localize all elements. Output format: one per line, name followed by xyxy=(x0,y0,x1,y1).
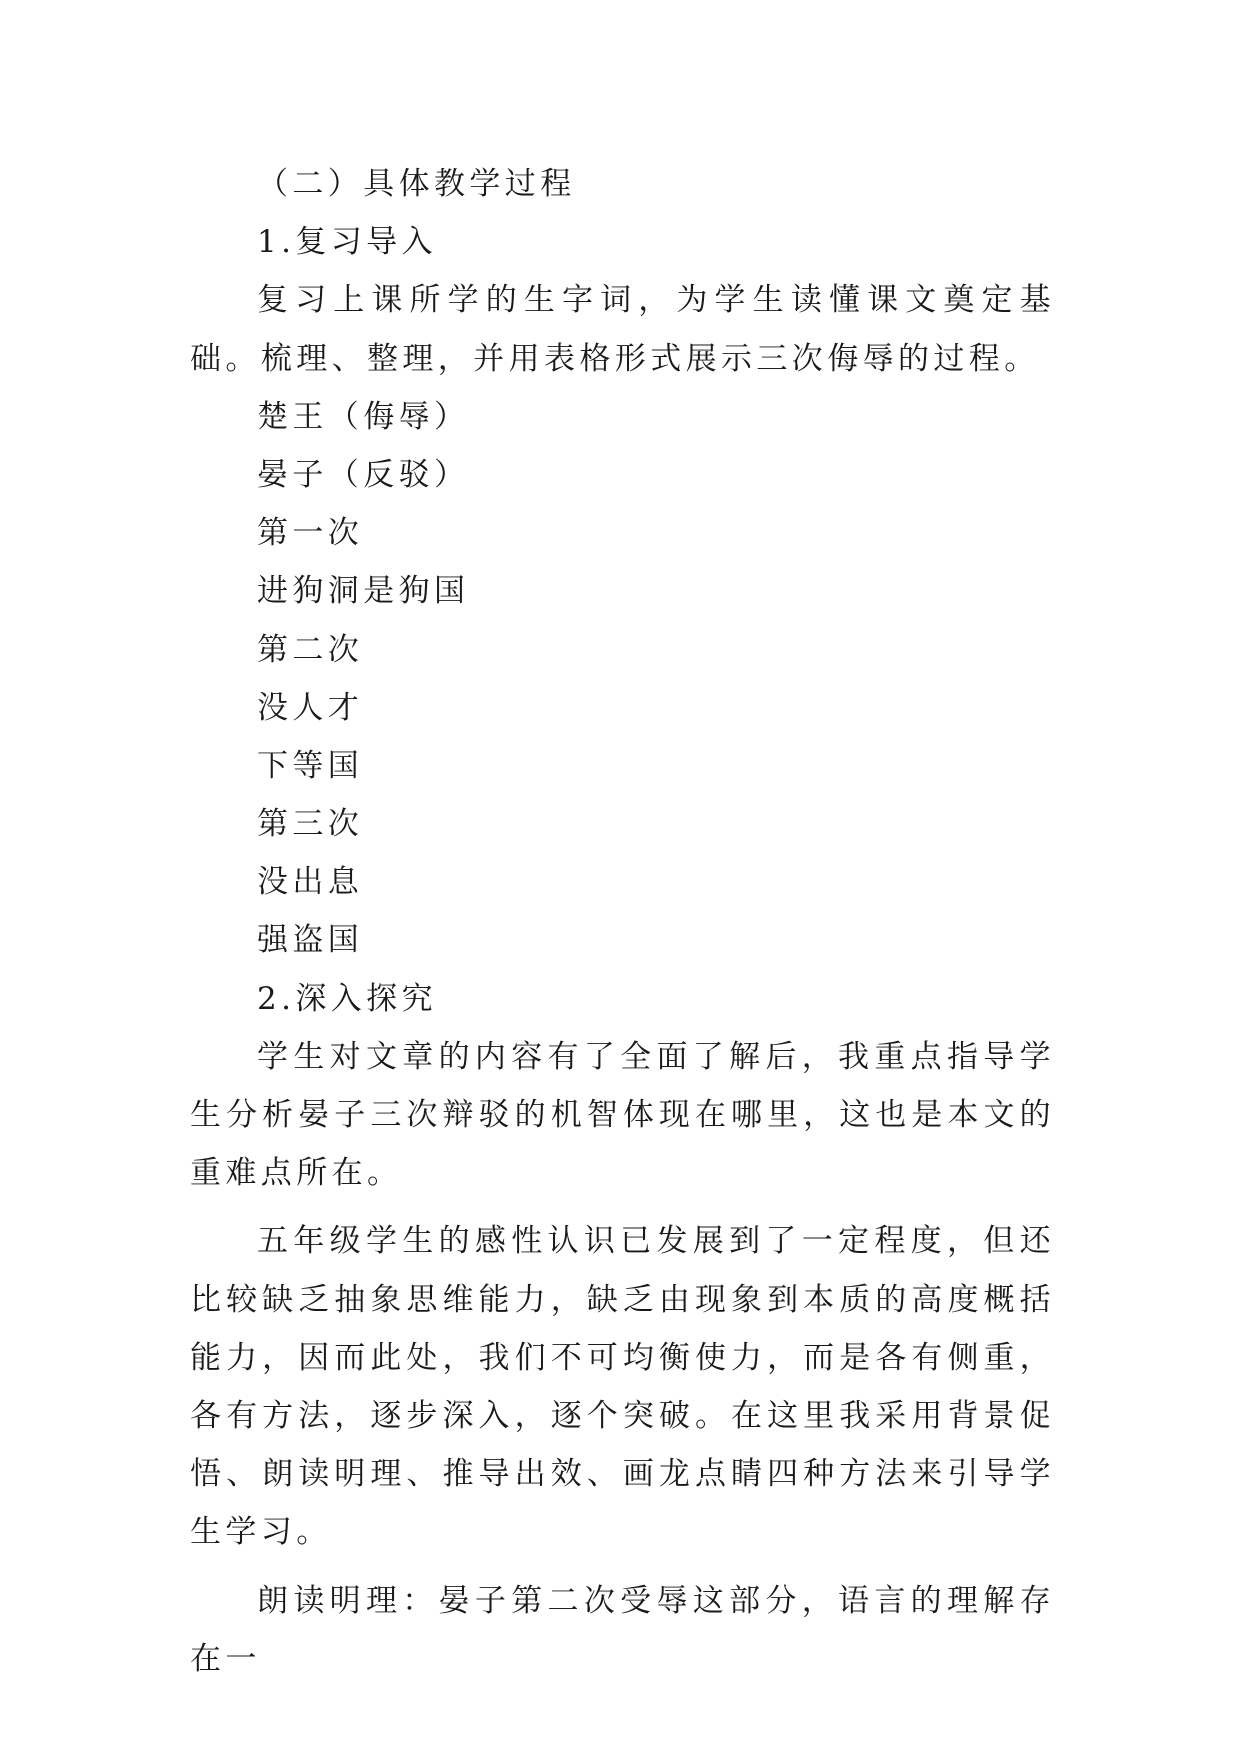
table-line-first: 第一次 xyxy=(257,515,364,552)
step1-heading: 1.复习导入 xyxy=(257,224,437,261)
paragraph-gap xyxy=(190,1202,1055,1212)
paragraph-gap xyxy=(190,1562,1055,1572)
table-line-yan-zi: 晏子（反驳） xyxy=(257,456,470,493)
document-page xyxy=(190,155,1055,1688)
step1-paragraph: 复习上课所学的生字词，为学生读懂课文奠定基础。梳理、整理，并用表格形式展示三次侮辱的过程。 xyxy=(190,282,1055,377)
table-line-bandit-state: 强盗国 xyxy=(257,922,364,959)
table-line-chu-wang: 楚王（侮辱） xyxy=(257,398,470,435)
table-line-no-promise: 没出息 xyxy=(257,864,364,901)
table-line-second: 第二次 xyxy=(257,631,364,668)
table-line-third: 第三次 xyxy=(257,806,364,843)
section-heading: （二）具体教学过程 xyxy=(257,166,576,202)
step2-paragraph-3: 朗读明理：晏子第二次受辱这部分，语言的理解存在一 xyxy=(190,1582,1055,1677)
step2-paragraph-1: 学生对文章的内容有了全面了解后，我重点指导学生分析晏子三次辩驳的机智体现在哪里，这也是本文的重难点所在。 xyxy=(190,1038,1055,1192)
table-line-inferior-state: 下等国 xyxy=(257,747,364,784)
step2-heading: 2.深入探究 xyxy=(257,980,437,1017)
step2-paragraph-2: 五年级学生的感性认识已发展到了一定程度，但还比较缺乏抽象思维能力，缺乏由现象到本质的高度概括能力，因而此处，我们不可均衡使力，而是各有侧重，各有方法，逐步深入，逐个突破。在这里我采用背景促悟、朗读明理、推导出效、画龙点睛四种方法来引导学生学习。 xyxy=(190,1223,1055,1551)
table-line-dog-hole: 进狗洞是狗国 xyxy=(257,573,470,610)
table-line-no-talent: 没人才 xyxy=(257,689,364,726)
